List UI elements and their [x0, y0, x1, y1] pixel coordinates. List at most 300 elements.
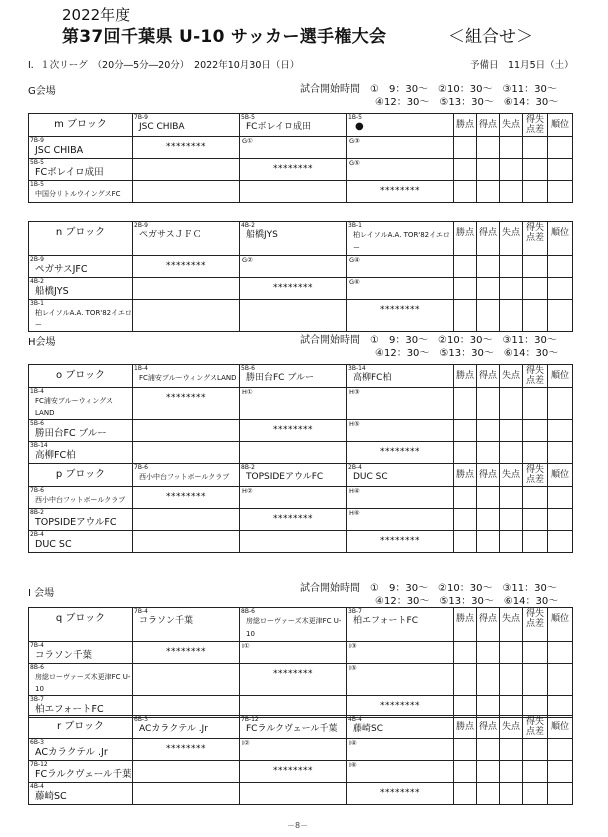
team-header-cell: [240, 716, 347, 739]
match-cell: [347, 487, 454, 509]
team-code: 8B-2: [241, 464, 255, 471]
row-team-cell: [29, 278, 133, 300]
match-label: G④: [349, 256, 360, 264]
team-name: 柏レイソルA.A. TOR'82イエロー: [353, 231, 450, 252]
times-label: 試合開始時間: [300, 583, 360, 594]
match-cell: [133, 531, 240, 553]
stat-cell: [548, 509, 573, 531]
block-name: q ブロック: [55, 613, 106, 624]
team-code: 5B-6: [241, 365, 255, 372]
stat-cell: [523, 278, 548, 300]
stat-cell: [548, 761, 573, 783]
match-cell: [347, 420, 454, 442]
table-row: [29, 256, 573, 278]
team-name: 西小中台フットボールクラブ: [139, 473, 230, 481]
stat-cell: [523, 159, 548, 181]
stat-cell: [477, 159, 500, 181]
team-code: 7B-4: [134, 608, 148, 615]
match-cell: [347, 531, 454, 553]
stat-cell: [454, 664, 477, 696]
times-line-1: ① 9：30～ ②10：30～ ③11：30～: [370, 335, 557, 346]
team-code: 4B-2: [30, 278, 44, 285]
team-header-cell: [133, 114, 240, 137]
team-name: 柏エフォートFC: [353, 616, 419, 626]
stat-cell: [454, 509, 477, 531]
team-name: FCラルクヴェール千葉: [35, 769, 132, 780]
stat-cell: [523, 137, 548, 159]
block-name: o ブロック: [55, 370, 106, 381]
stat-cell: [548, 300, 573, 332]
table-row: [29, 761, 573, 783]
row-team-cell: [29, 442, 133, 464]
match-label: I①: [242, 642, 250, 650]
row-team-cell: [29, 420, 133, 442]
team-code: 5B-5: [30, 159, 44, 166]
stat-cell: [477, 642, 500, 664]
team-name: 船橋JYS: [35, 286, 69, 297]
stat-cell: [454, 487, 477, 509]
table-row: [29, 783, 573, 805]
stat-header-cell: [523, 608, 548, 642]
stat-cell: [500, 137, 523, 159]
match-label: I⑤: [349, 664, 357, 672]
team-code: 7B-9: [30, 137, 44, 144]
match-cell: [133, 278, 240, 300]
stat-cell: [500, 420, 523, 442]
team-name: TOPSIDEアウルFC: [246, 472, 324, 482]
stat-header-cell: [548, 222, 573, 256]
stat-cell: [500, 181, 523, 203]
stat-cell: [477, 442, 500, 464]
row-team-cell: [29, 181, 133, 203]
table-row: [29, 739, 573, 761]
team-code: 7B-6: [30, 487, 44, 494]
stat-header-cell: [523, 365, 548, 388]
table-row: [29, 181, 573, 203]
row-team-cell: [29, 739, 133, 761]
match-cell: [133, 442, 240, 464]
stat-cell: [454, 388, 477, 420]
match-cell: [240, 509, 347, 531]
stat-cell: [548, 159, 573, 181]
times-line-2: ④12：30～ ⑤13：30～ ⑥14：30～: [375, 595, 559, 607]
stat-header-cell: [454, 114, 477, 137]
team-code: 3B-14: [30, 442, 48, 449]
table-row: [29, 442, 573, 464]
match-cell: [240, 531, 347, 553]
team-header-cell: [347, 365, 454, 388]
stat-cell: [548, 783, 573, 805]
team-name: JSC CHIBA: [35, 145, 84, 156]
stat-cell: [548, 181, 573, 203]
team-name: 藤崎SC: [353, 724, 383, 734]
stat-header-cell: [523, 716, 548, 739]
self-match-mark: ********: [273, 514, 313, 524]
stat-cell: [477, 256, 500, 278]
row-team-cell: [29, 300, 133, 332]
team-name: ペガサスJFC: [35, 264, 88, 275]
match-cell: [133, 137, 240, 159]
row-team-cell: [29, 642, 133, 664]
block-table: [28, 113, 573, 203]
team-name: コラソン千葉: [35, 650, 93, 661]
match-label: H⑥: [349, 509, 360, 517]
stat-cell: [454, 642, 477, 664]
team-code: 7B-12: [241, 716, 259, 723]
match-cell: [240, 761, 347, 783]
match-cell: [347, 300, 454, 332]
self-match-mark: ********: [273, 766, 313, 776]
match-label: G①: [242, 137, 253, 145]
times-line-1: ① 9：30～ ②10：30～ ③11：30～: [370, 583, 557, 594]
self-match-mark: ********: [166, 492, 206, 502]
match-cell: [133, 300, 240, 332]
stat-header-cell: [548, 716, 573, 739]
stat-header-cell: [454, 365, 477, 388]
stat-cell: [523, 509, 548, 531]
stat-cell: [454, 783, 477, 805]
stat-header: 勝点: [455, 470, 474, 480]
stat-header: 順位: [550, 371, 569, 381]
venue-name: I 会場: [28, 588, 55, 599]
stat-header: 順位: [550, 120, 569, 130]
stat-cell: [454, 137, 477, 159]
block-name-cell: [29, 464, 133, 487]
team-code: 3B-1: [348, 222, 362, 229]
stat-header-cell: [500, 114, 523, 137]
team-code: 5B-6: [30, 420, 44, 427]
stat-cell: [523, 300, 548, 332]
stat-header-cell: [500, 608, 523, 642]
stat-cell: [477, 761, 500, 783]
team-name: 勝田台FC ブルー: [35, 428, 107, 439]
match-label: G②: [242, 256, 253, 264]
stat-cell: [500, 761, 523, 783]
block-name: r ブロック: [56, 721, 105, 732]
match-cell: [240, 137, 347, 159]
stat-cell: [500, 664, 523, 696]
team-header-cell: [240, 222, 347, 256]
table-row: [29, 509, 573, 531]
table-row: [29, 642, 573, 664]
stat-header: 得失点差: [525, 223, 544, 243]
times-label: 試合開始時間: [300, 335, 360, 346]
stat-cell: [477, 664, 500, 696]
stat-header: 得点: [478, 470, 497, 480]
row-team-cell: [29, 256, 133, 278]
team-name: FCボレイロ成田: [35, 167, 104, 178]
stat-header: 得点: [478, 228, 497, 238]
stat-cell: [477, 487, 500, 509]
stat-cell: [523, 487, 548, 509]
match-cell: [133, 664, 240, 696]
match-cell: [347, 278, 454, 300]
stat-header-cell: [477, 222, 500, 256]
pairings-label: ＜組合せ＞: [448, 27, 533, 47]
team-name: 高柳FC柏: [353, 373, 392, 383]
stat-cell: [477, 509, 500, 531]
team-code: 6B-3: [134, 716, 148, 723]
stat-cell: [454, 442, 477, 464]
self-match-mark: ********: [166, 393, 206, 403]
team-name: 柏レイソルA.A. TOR'82イエロー: [35, 309, 132, 329]
stat-header-cell: [500, 464, 523, 487]
stat-header: 得失点差: [525, 366, 544, 386]
team-header-cell: [347, 716, 454, 739]
stat-header-cell: [454, 608, 477, 642]
stat-header-cell: [548, 114, 573, 137]
stat-header: 得点: [478, 120, 497, 130]
match-cell: [347, 642, 454, 664]
team-code: 7B-4: [30, 642, 44, 649]
stat-cell: [523, 256, 548, 278]
team-name: 勝田台FC ブルー: [246, 373, 314, 383]
stat-header: 勝点: [455, 120, 474, 130]
team-code: 3B-7: [30, 696, 44, 703]
team-name: 中国分リトルウイングスFC: [35, 190, 121, 198]
match-label: H②: [242, 487, 253, 495]
stat-header: 順位: [550, 614, 569, 624]
team-header-cell: [347, 608, 454, 642]
stat-cell: [523, 420, 548, 442]
team-header-cell: [347, 114, 454, 137]
stat-header: 順位: [550, 228, 569, 238]
stat-cell: [500, 487, 523, 509]
match-cell: [133, 159, 240, 181]
team-header-cell: [133, 608, 240, 642]
stat-cell: [548, 664, 573, 696]
stat-cell: [500, 642, 523, 664]
stat-cell: [523, 531, 548, 553]
team-name: FC浦安ブルーウィングスLAND: [139, 374, 237, 382]
table-row: [29, 531, 573, 553]
stat-header-cell: [500, 222, 523, 256]
block-name-cell: [29, 365, 133, 388]
stat-header: 失点: [501, 228, 520, 238]
stat-cell: [523, 761, 548, 783]
stat-cell: [500, 739, 523, 761]
stat-header-cell: [523, 114, 548, 137]
stat-header: 失点: [501, 371, 520, 381]
stat-cell: [548, 642, 573, 664]
self-match-mark: ********: [380, 447, 420, 457]
team-name: 藤崎SC: [35, 791, 67, 802]
stat-header: 失点: [501, 120, 520, 130]
team-header-cell: [133, 365, 240, 388]
table-row: [29, 388, 573, 420]
match-cell: [133, 256, 240, 278]
match-cell: [347, 664, 454, 696]
stat-header: 順位: [550, 722, 569, 732]
stat-header-cell: [454, 464, 477, 487]
stat-header: 勝点: [455, 614, 474, 624]
match-label: H④: [349, 487, 360, 495]
team-code: 1B-5: [30, 181, 44, 188]
stat-header: 得点: [478, 371, 497, 381]
team-code: 7B-6: [134, 464, 148, 471]
match-cell: [133, 783, 240, 805]
self-match-mark: ********: [273, 164, 313, 174]
stat-cell: [454, 300, 477, 332]
stat-cell: [548, 739, 573, 761]
row-team-cell: [29, 137, 133, 159]
bullet-marker: ●: [355, 121, 364, 132]
team-name: 船橋JYS: [246, 230, 278, 240]
stat-header-cell: [500, 365, 523, 388]
match-cell: [133, 761, 240, 783]
table-row: [29, 137, 573, 159]
stat-header: 得失点差: [525, 465, 544, 485]
team-header-cell: [347, 222, 454, 256]
team-code: 3B-1: [30, 300, 44, 307]
self-match-mark: ********: [166, 142, 206, 152]
team-name: DUC SC: [35, 539, 72, 550]
row-team-cell: [29, 761, 133, 783]
reserve-date: 予備日 11月5日（土）: [470, 60, 574, 71]
stat-header-cell: [454, 716, 477, 739]
team-code: 1B-4: [30, 388, 44, 395]
self-match-mark: ********: [380, 186, 420, 196]
stat-cell: [548, 388, 573, 420]
team-name: ペガサスＪＦＣ: [139, 230, 202, 240]
stat-header: 得失点差: [525, 717, 544, 737]
row-team-cell: [29, 509, 133, 531]
stat-header: 得点: [478, 722, 497, 732]
match-cell: [133, 388, 240, 420]
match-cell: [347, 783, 454, 805]
team-name: DUC SC: [353, 472, 388, 482]
team-name: ACカラクテル .Jr: [139, 724, 208, 734]
stat-header: 勝点: [455, 371, 474, 381]
team-code: 2B-9: [30, 256, 44, 263]
match-start-times: [300, 335, 558, 360]
stat-cell: [477, 388, 500, 420]
stat-header: 得失点差: [525, 609, 544, 629]
match-start-times: [300, 84, 558, 109]
self-match-mark: ********: [273, 283, 313, 293]
team-code: 4B-4: [30, 783, 44, 790]
venue-name: G会場: [28, 86, 56, 97]
team-name: コラソン千葉: [139, 616, 194, 626]
block-name: p ブロック: [55, 469, 106, 480]
times-line-2: ④12：30～ ⑤13：30～ ⑥14：30～: [375, 96, 559, 108]
stat-cell: [500, 300, 523, 332]
match-label: G⑥: [349, 278, 360, 286]
block-table: [28, 715, 573, 805]
times-line-2: ④12：30～ ⑤13：30～ ⑥14：30～: [375, 347, 559, 359]
stat-header-cell: [500, 716, 523, 739]
stat-cell: [477, 783, 500, 805]
match-label: I④: [349, 739, 357, 747]
match-cell: [347, 137, 454, 159]
team-name: 柏エフォートFC: [35, 704, 104, 715]
team-name: TOPSIDEアウルFC: [35, 517, 117, 528]
match-cell: [240, 278, 347, 300]
stat-header: 得点: [478, 614, 497, 624]
stat-cell: [477, 739, 500, 761]
block-table: [28, 364, 573, 464]
stat-cell: [500, 159, 523, 181]
stat-header: 得失点差: [525, 115, 544, 135]
match-label: H①: [242, 388, 253, 396]
stat-header-cell: [548, 365, 573, 388]
self-match-mark: ********: [380, 701, 420, 711]
team-header-cell: [133, 716, 240, 739]
team-header-cell: [240, 608, 347, 642]
stat-header-cell: [477, 114, 500, 137]
team-header-cell: [133, 464, 240, 487]
stat-cell: [477, 531, 500, 553]
stat-cell: [454, 159, 477, 181]
stat-header-cell: [548, 464, 573, 487]
stat-cell: [548, 137, 573, 159]
row-team-cell: [29, 487, 133, 509]
match-start-times: [300, 583, 558, 608]
stat-cell: [523, 739, 548, 761]
match-label: I②: [242, 739, 250, 747]
match-label: G③: [349, 137, 360, 145]
stat-cell: [500, 442, 523, 464]
round-info: I．１次リーグ （20分―5分―20分） 2022年10月30日（日）: [28, 60, 300, 71]
self-match-mark: ********: [166, 647, 206, 657]
match-cell: [347, 388, 454, 420]
match-cell: [133, 181, 240, 203]
match-cell: [240, 420, 347, 442]
stat-cell: [454, 278, 477, 300]
stat-cell: [500, 388, 523, 420]
match-cell: [240, 181, 347, 203]
stat-cell: [500, 783, 523, 805]
team-code: 3B-14: [348, 365, 366, 372]
team-header-cell: [240, 365, 347, 388]
match-label: H⑤: [349, 420, 360, 428]
stat-header-cell: [523, 464, 548, 487]
match-cell: [347, 181, 454, 203]
block-name: n ブロック: [55, 227, 106, 238]
stat-cell: [523, 388, 548, 420]
match-cell: [240, 783, 347, 805]
match-cell: [347, 256, 454, 278]
table-row: [29, 159, 573, 181]
team-name: FC浦安ブルーウィングスLAND: [35, 397, 114, 417]
block-table: [28, 463, 573, 553]
stat-cell: [548, 256, 573, 278]
stat-cell: [477, 137, 500, 159]
stat-cell: [500, 278, 523, 300]
team-code: 5B-5: [241, 114, 255, 121]
row-team-cell: [29, 783, 133, 805]
block-table: [28, 607, 573, 718]
self-match-mark: ********: [166, 261, 206, 271]
stat-header-cell: [454, 222, 477, 256]
stat-cell: [477, 420, 500, 442]
stat-cell: [548, 487, 573, 509]
stat-cell: [454, 420, 477, 442]
match-cell: [133, 487, 240, 509]
stat-cell: [500, 256, 523, 278]
match-cell: [133, 642, 240, 664]
self-match-mark: ********: [273, 669, 313, 679]
block-name-cell: [29, 608, 133, 642]
row-team-cell: [29, 664, 133, 696]
stat-cell: [454, 531, 477, 553]
team-header-cell: [240, 114, 347, 137]
block-name-cell: [29, 222, 133, 256]
match-cell: [240, 487, 347, 509]
team-name: FCラルクヴェール千葉: [246, 724, 338, 734]
stat-header: 勝点: [455, 722, 474, 732]
table-row: [29, 487, 573, 509]
